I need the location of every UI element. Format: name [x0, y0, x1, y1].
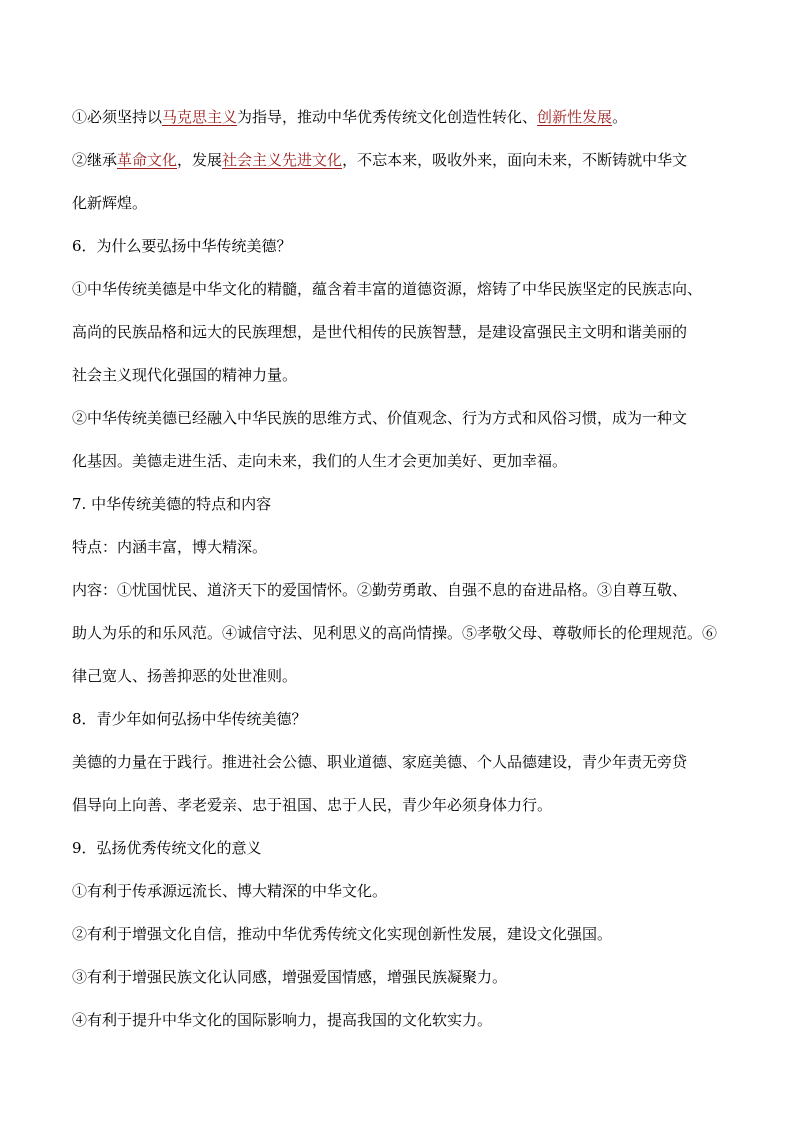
- link-marxism[interactable]: 马克思主义: [162, 108, 238, 126]
- list-item-q9-3: ③有利于增强民族文化认同感，增强爱国情感，增强民族凝聚力。: [72, 968, 508, 986]
- paragraph-inherit: [72, 139, 722, 225]
- heading-q9: 9．弘扬优秀传统文化的意义: [72, 839, 262, 857]
- text-line: 社会主义现代化强国的精神力量。: [72, 366, 298, 384]
- text-line: ②中华传统美德已经融入中华民族的思维方式、价值观念、行为方式和风俗习惯，成为一种文: [72, 409, 688, 427]
- text: 为指导，推动中华优秀传统文化创造性转化、: [237, 108, 538, 126]
- text-line: 内容：①忧国忧民、道济天下的爱国情怀。②勤劳勇敢、自强不息的奋进品格。③自尊互敬、: [72, 581, 688, 599]
- heading-q6: 6．为什么要弘扬中华传统美德？: [72, 237, 292, 255]
- text: 化新辉煌。: [72, 194, 148, 212]
- paragraph-q6-2: [72, 397, 722, 483]
- text: ①必须坚持以: [72, 108, 163, 126]
- text: ，不忘本来，吸收外来，面向未来，不断铸就中华文: [342, 151, 688, 169]
- link-socialist-advanced-culture[interactable]: 社会主义先进文化: [222, 151, 343, 169]
- paragraph-q7-content: [72, 569, 722, 698]
- paragraph-q7-features: 特点：内涵丰富，博大精深。: [72, 538, 268, 556]
- list-item-q9-4: ④有利于提升中华文化的国际影响力，提高我国的文化软实力。: [72, 1011, 493, 1029]
- text-line: ①中华传统美德是中华文化的精髓，蕴含着丰富的道德资源，熔铸了中华民族坚定的民族志向、: [72, 280, 703, 298]
- document-page: [72, 96, 722, 1042]
- list-item-q9-1: ①有利于传承源远流长、博大精深的中华文化。: [72, 882, 388, 900]
- text-line: 助人为乐的和乐风范。④诚信守法、见利思义的高尚情操。⑤孝敬父母、尊敬师长的伦理规范。⑥: [72, 624, 718, 642]
- paragraph-q8: [72, 741, 722, 827]
- list-item-q9-2: ②有利于增强文化自信，推动中华优秀传统文化实现创新性发展，建设文化强国。: [72, 925, 613, 943]
- link-innovative-development[interactable]: 创新性发展: [537, 108, 613, 126]
- text: ②继承: [72, 151, 118, 169]
- paragraph-q6-1: [72, 268, 722, 397]
- paragraph-guidance: [72, 96, 722, 139]
- text-line: 高尚的民族品格和远大的民族理想，是世代相传的民族智慧，是建设富强民主文明和谐美丽的: [72, 323, 688, 341]
- text: ，发展: [177, 151, 223, 169]
- heading-q8: 8．青少年如何弘扬中华传统美德？: [72, 710, 307, 728]
- text-line: 倡导向上向善、孝老爱亲、忠于祖国、忠于人民，青少年必须身体力行。: [72, 796, 553, 814]
- text-line: 化基因。美德走进生活、走向未来，我们的人生才会更加美好、更加幸福。: [72, 452, 568, 470]
- heading-q7: 7. 中华传统美德的特点和内容: [72, 495, 272, 513]
- text-line: 律己宽人、扬善抑恶的处世准则。: [72, 667, 298, 685]
- text-line: 美德的力量在于践行。推进社会公德、职业道德、家庭美德、个人品德建设，青少年责无旁贷: [72, 753, 688, 771]
- link-revolutionary-culture[interactable]: 革命文化: [117, 151, 178, 169]
- text: 。: [612, 108, 628, 126]
